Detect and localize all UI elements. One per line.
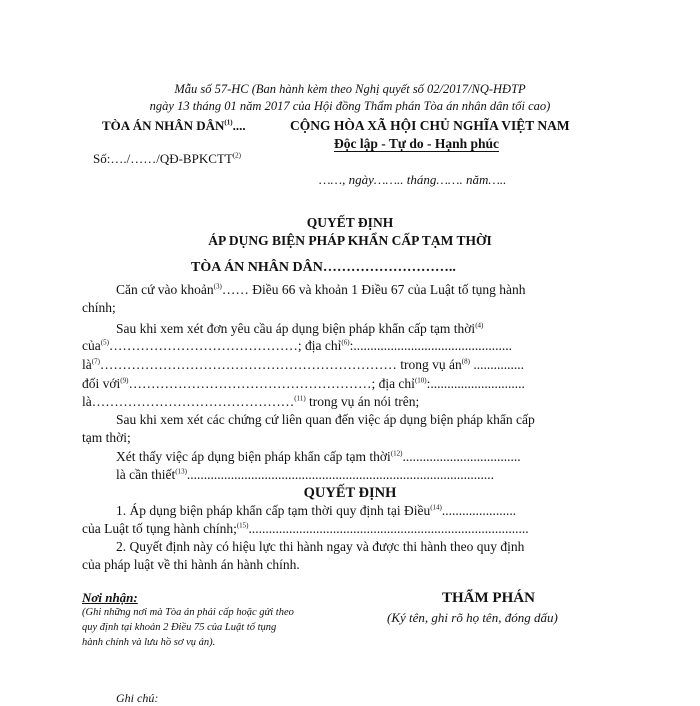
body-line-3 (116, 321, 483, 337)
body-line-11 (116, 467, 494, 483)
text: của (82, 338, 101, 353)
recipient-note-line-1: (Ghi những nơi mà Tòa án phải cấp hoặc gửi theo (82, 607, 294, 618)
text: ........................................................................................... (186, 467, 495, 482)
recipient-note-line-2: quy định tại khoản 2 Điều 75 của Luật tố tụng (82, 622, 277, 633)
text: ……………………………………; địa chỉ (108, 338, 342, 353)
text: …… Điều 66 và khoản 1 Điều 67 của Luật tố tụng hành (221, 282, 526, 297)
body-line-4 (82, 338, 512, 354)
document-subtitle: ÁP DỤNG BIỆN PHÁP KHẨN CẤP TẠM THỜI (208, 233, 492, 248)
national-motto: Độc lập - Tự do - Hạnh phúc (334, 136, 500, 151)
footnote-ref-14: (14) (430, 503, 442, 512)
body-line-7 (82, 394, 419, 410)
text: :............................................... (349, 338, 512, 353)
signature-note: (Ký tên, ghi rõ họ tên, đóng dấu) (387, 610, 558, 625)
section-title: QUYẾT ĐỊNH (303, 485, 397, 501)
body-line-5 (82, 357, 524, 373)
body-line-1 (116, 282, 526, 298)
text: Sau khi xem xét đơn yêu cầu áp dụng biện pháp khẩn cấp tạm thời (116, 321, 476, 336)
footnote-ref-6: (6) (341, 338, 350, 347)
text: trong vụ án nói trên; (305, 394, 420, 409)
footnote-ref-4: (4) (475, 321, 484, 330)
footnote-ref-13: (13) (175, 467, 187, 476)
form-note-line-1: Mẫu số 57-HC (Ban hành kèm theo Nghị quyết số 02/2017/NQ-HĐTP (174, 82, 526, 96)
body-line-6 (82, 376, 525, 392)
recipient-note-line-3: hành chính và lưu hồ sơ vụ án). (82, 637, 216, 648)
body-line-13 (82, 521, 529, 537)
text: ................................... (402, 449, 521, 464)
body-line-15: của pháp luật về thi hành án hành chính. (82, 557, 300, 572)
text: là (82, 357, 92, 372)
text: ...................... (441, 503, 517, 518)
footnote-ref-7: (7) (91, 357, 100, 366)
date-line: ……, ngày…….. tháng……. năm….. (319, 172, 507, 187)
footnote-ref-9: (9) (120, 376, 129, 385)
notes-label: Ghi chú: (116, 691, 159, 705)
footnote-ref-2: (2) (232, 151, 241, 160)
footnote-ref-12: (12) (390, 449, 403, 458)
recipient-label: Nơi nhận: (82, 590, 138, 605)
text: :............................ (426, 376, 525, 391)
text: đối với (82, 376, 121, 391)
footnote-ref-11: (11) (294, 394, 306, 403)
text: Xét thấy việc áp dụng biện pháp khẩn cấp tạm thời (116, 449, 391, 464)
court-name-text: TÒA ÁN NHÂN DÂN (102, 118, 225, 133)
court-name (102, 118, 246, 134)
country-name: CỘNG HÒA XÃ HỘI CHỦ NGHĨA VIỆT NAM (290, 118, 570, 133)
text: ………………………………………………………… trong vụ án (99, 357, 462, 372)
body-line-8: Sau khi xem xét các chứng cứ liên quan đến việc áp dụng biện pháp khẩn cấp (116, 412, 535, 427)
court-heading: TÒA ÁN NHÂN DÂN……………………….. (191, 260, 456, 275)
decision-number-text: Số:…./……/QĐ-BPKCTT (93, 151, 233, 166)
text: ................................................................................... (248, 521, 529, 536)
footnote-ref-5: (5) (100, 338, 109, 347)
body-line-9: tạm thời; (82, 430, 131, 445)
text: ………………………………………………; địa chỉ (128, 376, 415, 391)
judge-title: THẨM PHÁN (442, 590, 535, 606)
body-line-12 (116, 503, 516, 519)
body-line-10 (116, 449, 521, 465)
text: Căn cứ vào khoản (116, 282, 214, 297)
footnote-ref-3: (3) (213, 282, 222, 291)
document-title: QUYẾT ĐỊNH (306, 215, 394, 230)
form-note-line-2: ngày 13 tháng 01 năm 2017 của Hội đồng Thẩm phán Tòa án nhân dân tối cao) (149, 99, 551, 113)
text: là cần thiết (116, 467, 176, 482)
court-name-dots: .... (232, 118, 246, 133)
text: 1. Áp dụng biện pháp khẩn cấp tạm thời quy định tại Điều (116, 503, 431, 518)
footnote-ref-15: (15) (236, 521, 249, 530)
body-line-2: chính; (82, 300, 116, 315)
body-line-14: 2. Quyết định này có hiệu lực thi hành ngay và được thi hành theo quy định (116, 539, 525, 554)
text: là……………………………………… (82, 394, 295, 409)
text: ............... (469, 357, 524, 372)
text: của Luật tố tụng hành chính; (82, 521, 237, 536)
footnote-ref-1: (1) (224, 118, 233, 127)
footnote-ref-10: (10) (414, 376, 427, 385)
decision-number (93, 151, 241, 167)
footnote-ref-8: (8) (461, 357, 470, 366)
